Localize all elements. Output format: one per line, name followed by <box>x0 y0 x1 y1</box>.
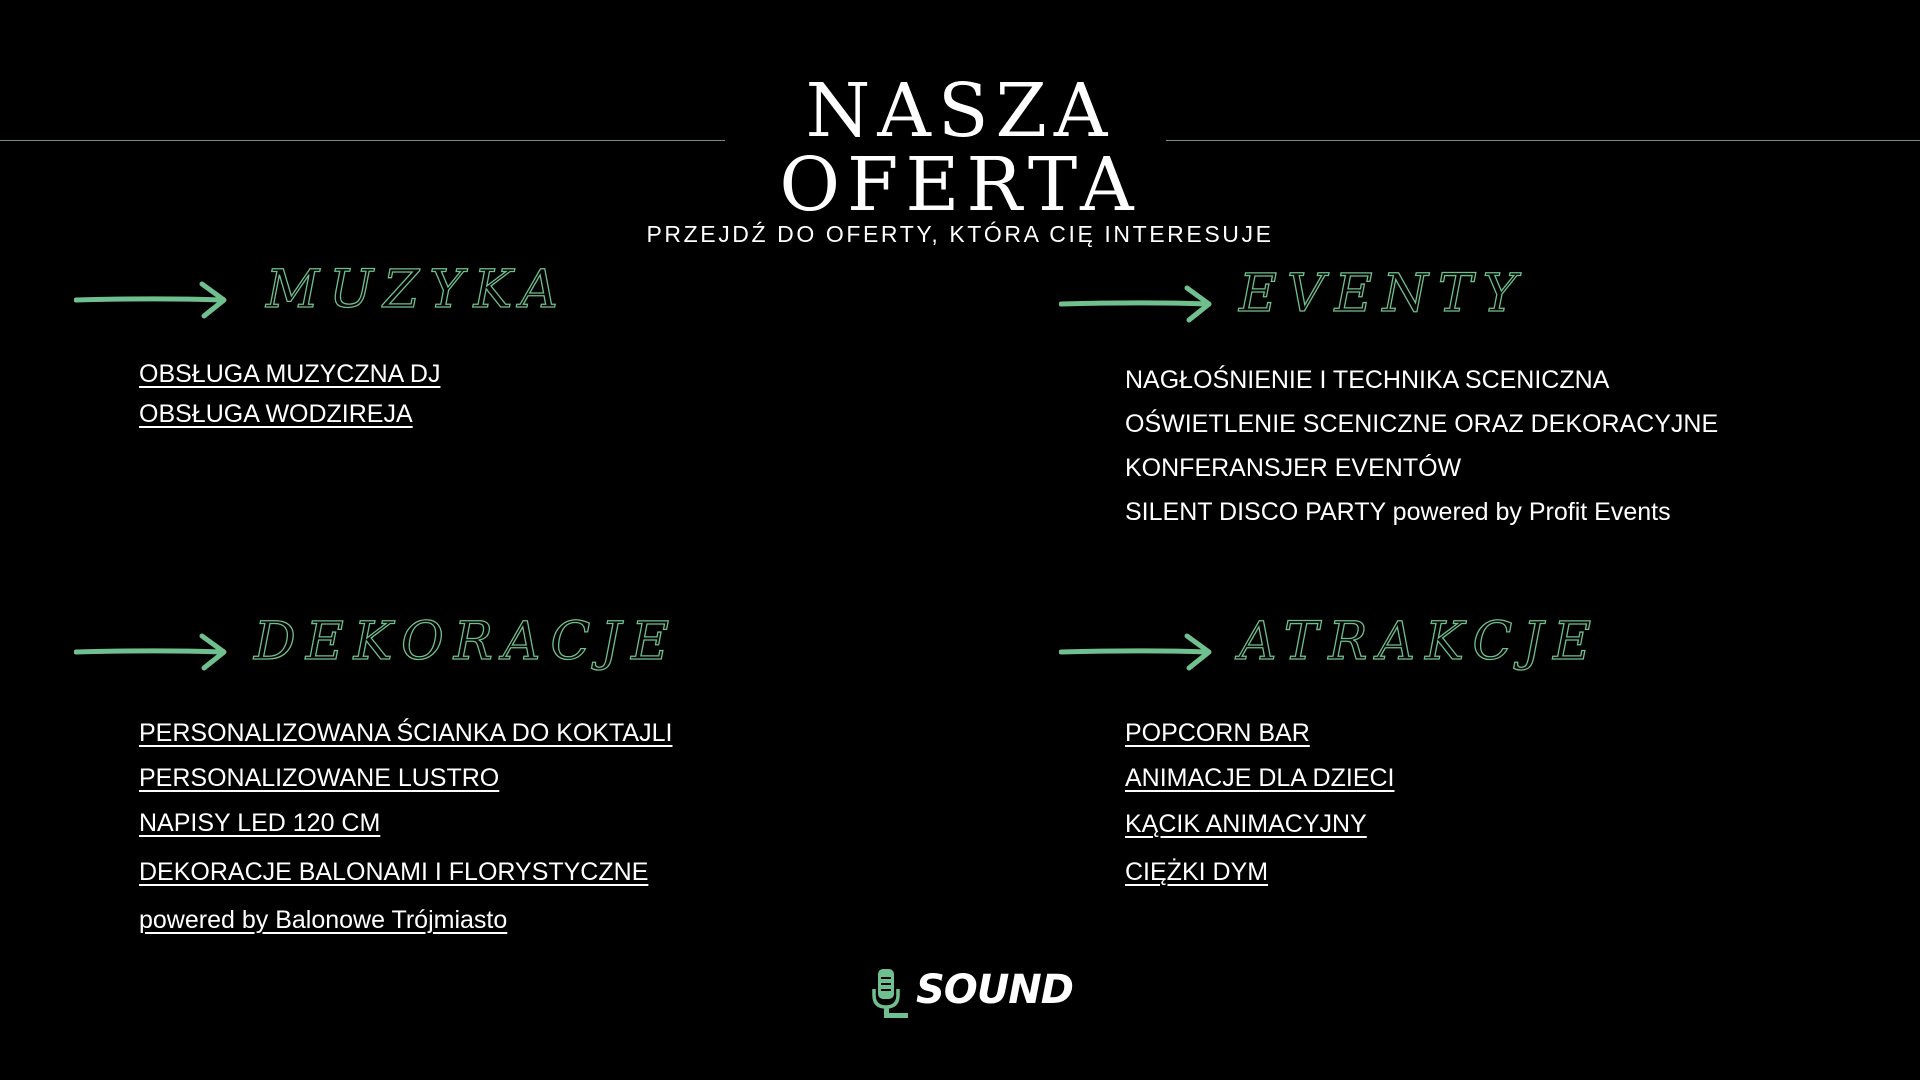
logo <box>872 965 1073 1019</box>
section-heading-atrakcje: ATRAKCJE <box>1239 612 1602 672</box>
link-balonowe-trojmiasto[interactable]: powered by Balonowe Trójmiasto <box>139 906 508 934</box>
link-animacje-dla-dzieci[interactable]: ANIMACJE DLA DZIECI <box>1125 764 1395 792</box>
arrow-right-icon <box>74 276 230 320</box>
page-subtitle: PRZEJDŹ DO OFERTY, KTÓRA CIĘ INTERESUJE <box>646 221 1274 247</box>
link-personalizowane-lustro[interactable]: PERSONALIZOWANE LUSTRO <box>139 764 500 792</box>
list-item-naglosnienie: NAGŁOŚNIENIE I TECHNIKA SCENICZNA <box>1125 366 1610 394</box>
page-title-line1: NASZA <box>805 68 1115 154</box>
logo-wordmark: SOUND <box>916 967 1073 1013</box>
arrow-right-icon <box>74 628 230 672</box>
list-item-oswietlenie: OŚWIETLENIE SCENICZNE ORAZ DEKORACYJNE <box>1125 410 1719 438</box>
link-kacik-animacyjny[interactable]: KĄCIK ANIMACYJNY <box>1125 810 1367 838</box>
section-heading-eventy: EVENTY <box>1239 264 1527 324</box>
arrow-right-icon <box>1059 280 1215 324</box>
link-personalizowana-scianka[interactable]: PERSONALIZOWANA ŚCIANKA DO KOKTAJLI <box>139 719 673 747</box>
link-napisy-led[interactable]: NAPISY LED 120 CM <box>139 809 381 837</box>
link-ciezki-dym[interactable]: CIĘŻKI DYM <box>1125 858 1269 886</box>
page-title-line2: OFERTA <box>779 142 1141 228</box>
section-header-muzyka <box>74 258 594 328</box>
link-obsluga-wodzireja[interactable]: OBSŁUGA WODZIREJA <box>139 400 413 428</box>
arrow-right-icon <box>1059 628 1215 672</box>
section-heading-muzyka: MUZYKA <box>266 260 568 320</box>
list-item-konferansjer: KONFERANSJER EVENTÓW <box>1125 454 1462 482</box>
section-header-dekoracje <box>74 610 694 680</box>
link-popcorn-bar[interactable]: POPCORN BAR <box>1125 719 1310 747</box>
section-header-atrakcje <box>1059 610 1659 680</box>
section-heading-dekoracje: DEKORACJE <box>254 612 680 672</box>
section-header-eventy <box>1059 262 1527 332</box>
link-dekoracje-balonami[interactable]: DEKORACJE BALONAMI I FLORYSTYCZNE <box>139 858 649 886</box>
link-obsluga-muzyczna-dj[interactable]: OBSŁUGA MUZYCZNA DJ <box>139 360 441 388</box>
list-item-silent-disco: SILENT DISCO PARTY powered by Profit Events <box>1125 498 1671 526</box>
microphone-icon <box>872 965 914 1019</box>
